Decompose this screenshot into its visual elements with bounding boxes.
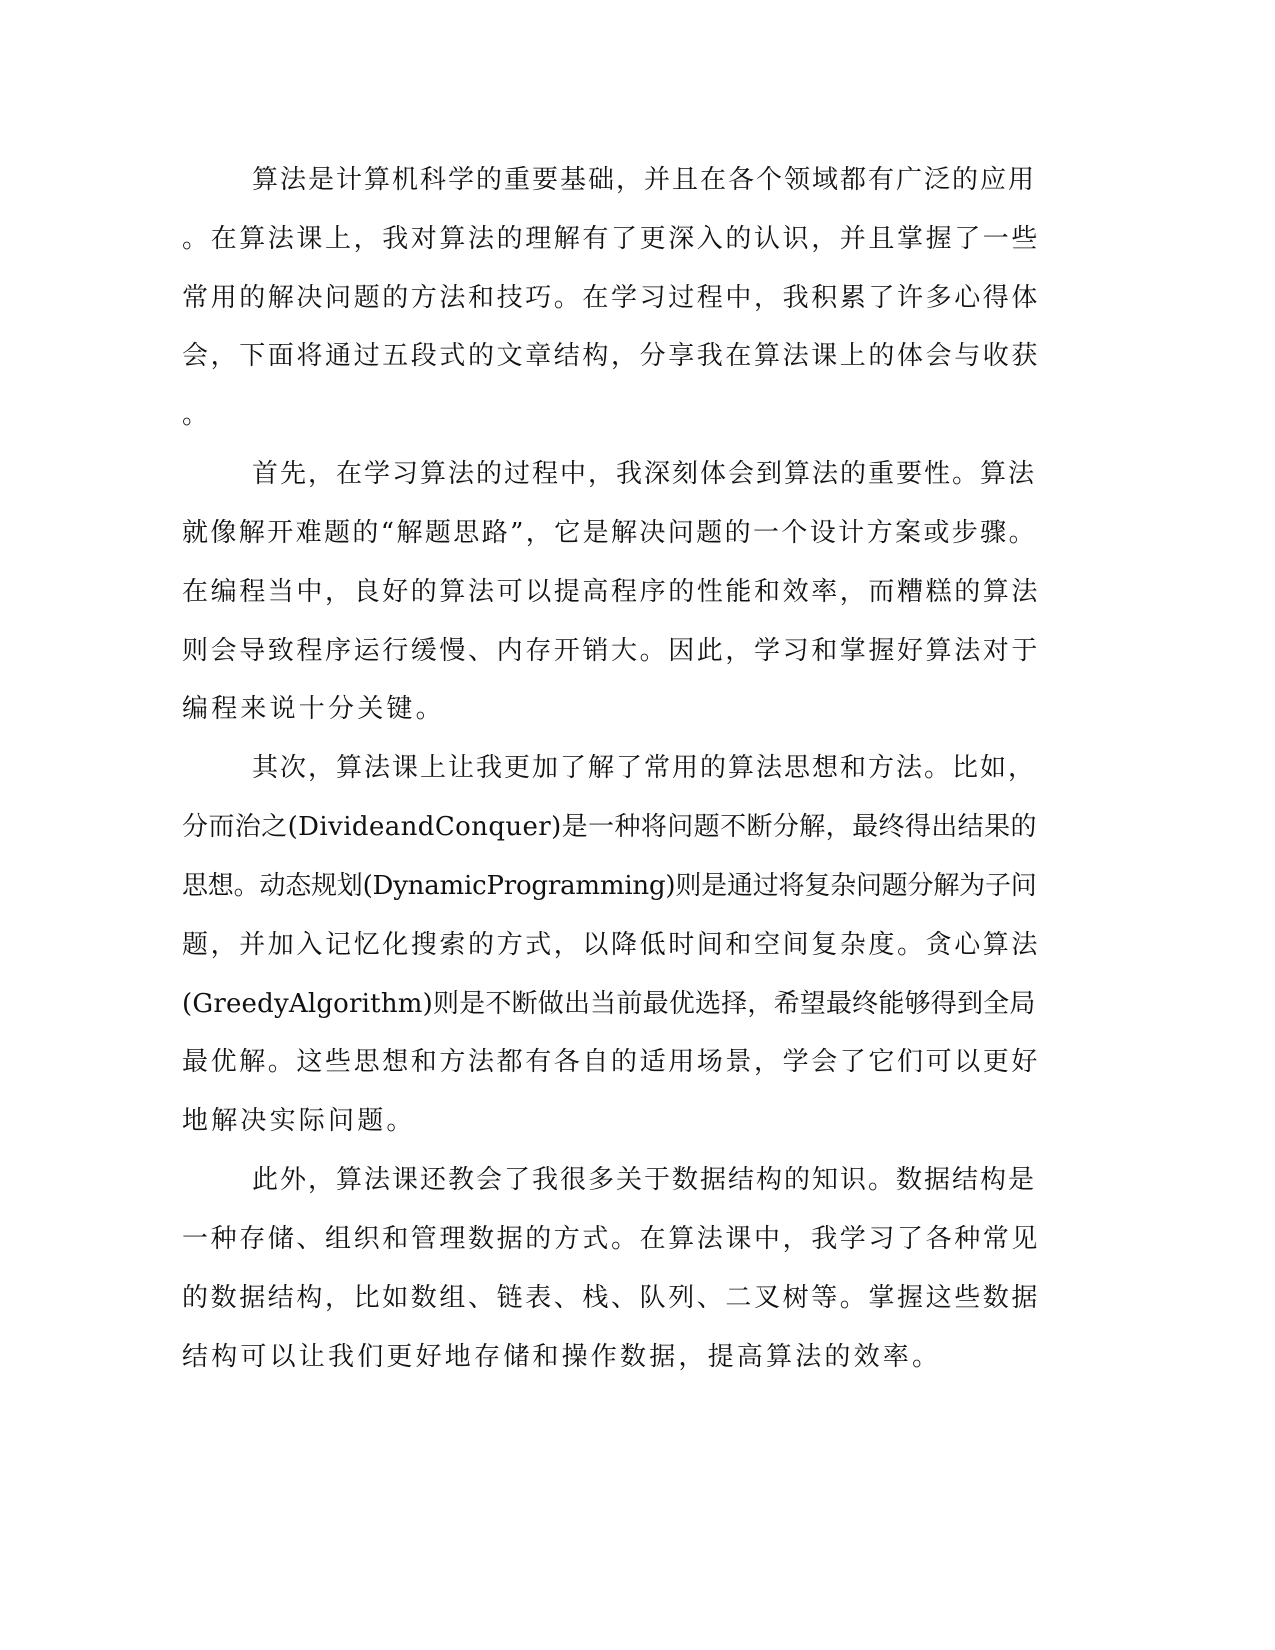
text-line: 会，下面将通过五段式的文章结构，分享我在算法课上的体会与收获	[182, 341, 1041, 371]
text-line: 最优解。这些思想和方法都有各自的适用场景，学会了它们可以更好	[182, 1047, 1041, 1077]
text-line: 题，并加入记忆化搜索的方式，以降低时间和空间复杂度。贪心算法	[182, 930, 1041, 960]
text-line: 就像解开难题的“解题思路”，它是解决问题的一个设计方案或步骤。	[182, 518, 1037, 548]
text-line: 算法是计算机科学的重要基础，并且在各个领域都有广泛的应用	[252, 165, 1037, 195]
text-line: 。	[182, 400, 212, 430]
text-line: 编程来说十分关键。	[182, 694, 445, 724]
text-line: 思想。动态规划(DynamicProgramming)则是通过将复杂问题分解为子问	[182, 871, 1037, 901]
text-line: 则会导致程序运行缓慢、内存开销大。因此，学习和掌握好算法对于	[182, 636, 1041, 666]
text-line: 在编程当中，良好的算法可以提高程序的性能和效率，而糟糕的算法	[182, 577, 1041, 607]
text-line: 。在算法课上，我对算法的理解有了更深入的认识，并且掌握了一些	[182, 224, 1041, 254]
text-line: 地解决实际问题。	[182, 1106, 416, 1136]
text-line: 常用的解决问题的方法和技巧。在学习过程中，我积累了许多心得体	[182, 283, 1041, 313]
text-line: (GreedyAlgorithm)则是不断做出当前最优选择，希望最终能够得到全局	[182, 989, 1036, 1019]
text-line: 分而治之(DivideandConquer)是一种将问题不断分解，最终得出结果的	[182, 812, 1037, 842]
text-line: 此外，算法课还教会了我很多关于数据结构的知识。数据结构是	[252, 1165, 1037, 1195]
text-line: 的数据结构，比如数组、链表、栈、队列、二叉树等。掌握这些数据	[182, 1283, 1041, 1313]
text-line: 结构可以让我们更好地存储和操作数据，提高算法的效率。	[182, 1342, 942, 1372]
text-line: 首先，在学习算法的过程中，我深刻体会到算法的重要性。算法	[252, 459, 1037, 489]
text-line: 其次，算法课上让我更加了解了常用的算法思想和方法。比如，	[252, 753, 1037, 783]
text-line: 一种存储、组织和管理数据的方式。在算法课中，我学习了各种常见	[182, 1224, 1041, 1254]
